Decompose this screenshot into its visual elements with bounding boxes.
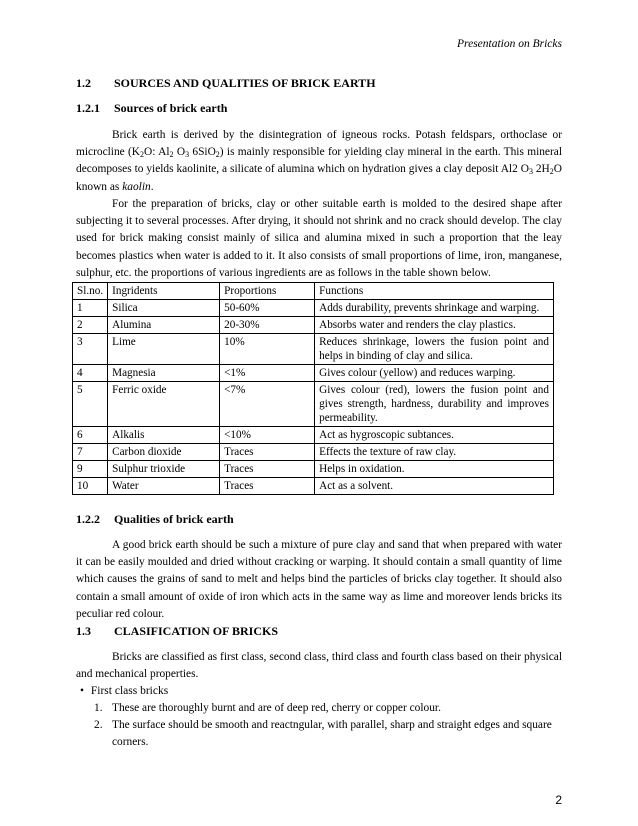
table-cell: 10 <box>73 478 108 495</box>
table-cell: Silica <box>108 300 220 317</box>
table-cell: 10% <box>220 334 315 365</box>
table-cell: <7% <box>220 382 315 427</box>
paragraph-classification: Bricks are classified as first class, second class, third class and fourth class based on their physical and mechanical properties. <box>76 651 562 681</box>
table-cell: 6 <box>73 427 108 444</box>
bullet-item <box>80 685 168 697</box>
table-cell: Gives colour (red), lowers the fusion point and gives strength, hardness, durability and improves permeability. <box>315 382 554 427</box>
table-row <box>73 300 554 317</box>
section-number: 1.2.1 <box>76 101 100 115</box>
table-cell: <10% <box>220 427 315 444</box>
table-cell: Ferric oxide <box>108 382 220 427</box>
table-cell: 7 <box>73 444 108 461</box>
page-number: 2 <box>555 793 562 807</box>
table-cell: Traces <box>220 444 315 461</box>
table-cell: 9 <box>73 461 108 478</box>
section-heading-1-3 <box>76 624 279 639</box>
section-title: CLASIFICATION OF BRICKS <box>114 624 279 638</box>
table-cell: Gives colour (yellow) and reduces warping. <box>315 365 554 382</box>
section-title: Qualities of brick earth <box>114 512 234 526</box>
table-row <box>73 365 554 382</box>
table-cell: Sulphur trioxide <box>108 461 220 478</box>
paragraph-qualities: A good brick earth should be such a mixture of pure clay and sand that when prepared with water it can be easily moulded and dried without cracking or warping. It should contain a small quantity of lime which causes the grains of sand to melt and helps bind the particles of bricks clay together. It should also contain a small amount of oxide of iron which acts in the same way as lime and moreover lends bricks its peculiar red colour. <box>76 539 562 620</box>
table-cell: 4 <box>73 365 108 382</box>
table-cell: 20-30% <box>220 317 315 334</box>
table-cell: Carbon dioxide <box>108 444 220 461</box>
table-row <box>73 461 554 478</box>
list-item: 1. These are thoroughly burnt and are of deep red, cherry or copper colour. <box>94 702 441 714</box>
table-row <box>73 334 554 365</box>
table-cell: Absorbs water and renders the clay plastics. <box>315 317 554 334</box>
table-header-cell: Proportions <box>220 283 315 300</box>
paragraph-preparation: For the preparation of bricks, clay or other suitable earth is molded to the desired shape after subjecting it to several processes. After drying, it should not shrink and no crack should develop. The clay used for brick making consist mainly of silica and alumina mixed in such a proportion that the leay becomes plastics when water is added to it. It also consists of small proportions of lime, iron, manganese, sulphur, etc. the proportions of various ingredients are as follows in the table shown below. <box>76 198 562 279</box>
table-row <box>73 382 554 427</box>
bullet-text: First class bricks <box>90 685 169 697</box>
table-cell: Act as a solvent. <box>315 478 554 495</box>
table-cell: Adds durability, prevents shrinkage and warping. <box>315 300 554 317</box>
table-cell: Water <box>108 478 220 495</box>
table-header-cell: Functions <box>315 283 554 300</box>
section-title: SOURCES AND QUALITIES OF BRICK EARTH <box>114 76 376 90</box>
section-number: 1.3 <box>76 624 91 638</box>
running-header: Presentation on Bricks <box>457 38 562 50</box>
section-heading-1-2-1 <box>76 101 228 116</box>
table-row <box>73 427 554 444</box>
list-item: 2. The surface should be smooth and reactngular, with parallel, sharp and straight edges and square corners. <box>94 719 552 749</box>
ingredients-table <box>72 282 554 495</box>
table-cell: Reduces shrinkage, lowers the fusion point and helps in binding of clay and silica. <box>315 334 554 365</box>
table-cell: Effects the texture of raw clay. <box>315 444 554 461</box>
table-cell: Traces <box>220 461 315 478</box>
table-cell: 3 <box>73 334 108 365</box>
section-number: 1.2.2 <box>76 512 100 526</box>
table-header-row <box>73 283 554 300</box>
numbered-list <box>94 700 562 752</box>
section-heading-1-2-2 <box>76 512 234 527</box>
table-row <box>73 444 554 461</box>
table-cell: 50-60% <box>220 300 315 317</box>
table-cell: Magnesia <box>108 365 220 382</box>
table-cell: <1% <box>220 365 315 382</box>
table-cell: Alkalis <box>108 427 220 444</box>
table-cell: Act as hygroscopic subtances. <box>315 427 554 444</box>
table-header-cell: Sl.no. <box>73 283 108 300</box>
table-cell: 1 <box>73 300 108 317</box>
table-row <box>73 317 554 334</box>
table-cell: Helps in oxidation. <box>315 461 554 478</box>
table-cell: Traces <box>220 478 315 495</box>
section-number: 1.2 <box>76 76 91 90</box>
table-row <box>73 478 554 495</box>
table-header-cell: Ingridents <box>108 283 220 300</box>
table-cell: 2 <box>73 317 108 334</box>
section-heading-1-2 <box>76 76 376 91</box>
table-cell: Alumina <box>108 317 220 334</box>
section-title: Sources of brick earth <box>114 101 228 115</box>
table-cell: 5 <box>73 382 108 427</box>
table-cell: Lime <box>108 334 220 365</box>
bullet-icon: • <box>80 685 85 697</box>
paragraph-sources: Brick earth is derived by the disintegration of igneous rocks. Potash feldspars, orthoclase or microcline ($K_2O$: $Al_2$ $O_3$ 6SiO$_2$) is mainly responsible for yielding clay mineral in the earth. This mineral decomposes to yields kaolinite, a silicate of alumina which on hydration gives a clay deposit Al2 $O_3$ $2H_2O$ known as kaolin. <box>76 129 563 193</box>
